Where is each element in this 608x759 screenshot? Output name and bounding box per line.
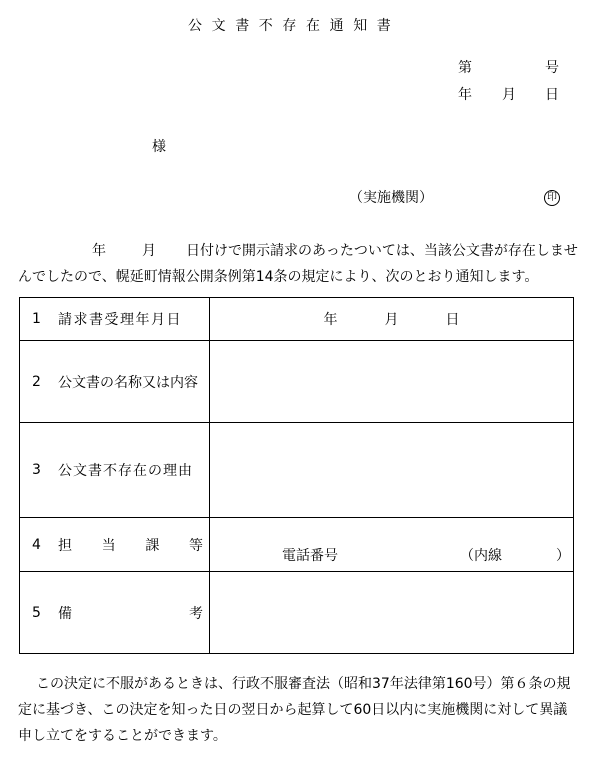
label-char: 備 xyxy=(58,605,72,622)
seal-mark: 印 xyxy=(544,190,560,206)
row-label-text: 請求書受理年月日 xyxy=(58,312,182,328)
row-label xyxy=(20,341,210,423)
issue-date-year: 年 xyxy=(458,87,472,103)
intro-month: 月 xyxy=(142,243,156,259)
row-label-text xyxy=(58,535,203,555)
intro-line-1 xyxy=(92,243,578,259)
extension-close: ） xyxy=(556,548,570,564)
appeal-notice-line-3: 申し立てをすることができます。 xyxy=(18,728,227,744)
phone-label: 電話番号 xyxy=(282,548,338,564)
row-label xyxy=(20,423,210,518)
document-number-suffix: 号 xyxy=(545,60,559,76)
row-label-text xyxy=(58,603,203,623)
label-char: 担 xyxy=(58,537,72,554)
table-row xyxy=(20,423,574,518)
intro-text: 日付けで開示請求のあったついては、当該公文書が存在しませ xyxy=(186,243,578,259)
label-char: 考 xyxy=(189,605,203,622)
notice-table xyxy=(19,297,574,654)
row-number: 2 xyxy=(32,373,41,390)
receipt-date-cell[interactable] xyxy=(210,298,574,341)
addressee-honorific: 様 xyxy=(152,139,166,155)
receipt-date-day: 日 xyxy=(445,312,460,328)
row-label xyxy=(20,298,210,341)
intro-year: 年 xyxy=(92,243,106,259)
receipt-date-month: 月 xyxy=(384,312,399,328)
appeal-notice-line-2: 定に基づき、この決定を知った日の翌日から起算して60日以内に実施機関に対して異議 xyxy=(18,702,568,718)
issue-date-day: 日 xyxy=(545,87,559,103)
extension-label: （内線 xyxy=(460,548,502,564)
row-label-text: 公文書の名称又は内容 xyxy=(58,374,198,391)
appeal-notice-line-1: この決定に不服があるときは、行政不服審査法（昭和37年法律第160号）第６条の規 xyxy=(36,676,571,692)
issue-date-month: 月 xyxy=(502,87,516,103)
department-cell[interactable] xyxy=(210,518,574,572)
receipt-date-year: 年 xyxy=(323,312,338,328)
issuing-organization: （実施機関） xyxy=(349,190,433,206)
row-number: 4 xyxy=(32,536,41,553)
row-number: 1 xyxy=(32,311,41,327)
intro-line-2: んでしたので、幌延町情報公開条例第14条の規定により、次のとおり通知します。 xyxy=(18,269,539,285)
document-number-label: 第 xyxy=(458,60,472,76)
table-row xyxy=(20,341,574,423)
row-number: 3 xyxy=(32,462,41,478)
table-row xyxy=(20,572,574,654)
row-number: 5 xyxy=(32,604,41,621)
row-label-text: 公文書不存在の理由 xyxy=(58,463,193,479)
nonexistence-reason-cell[interactable] xyxy=(210,423,574,518)
label-char: 等 xyxy=(188,537,203,554)
row-label xyxy=(20,518,210,572)
document-name-cell[interactable] xyxy=(210,341,574,423)
table-row xyxy=(20,518,574,572)
table-row xyxy=(20,298,574,341)
label-char: 課 xyxy=(145,537,160,554)
document-title: 公文書不存在通知書 xyxy=(188,18,401,34)
label-char: 当 xyxy=(101,537,116,554)
row-label xyxy=(20,572,210,654)
remarks-cell[interactable] xyxy=(210,572,574,654)
